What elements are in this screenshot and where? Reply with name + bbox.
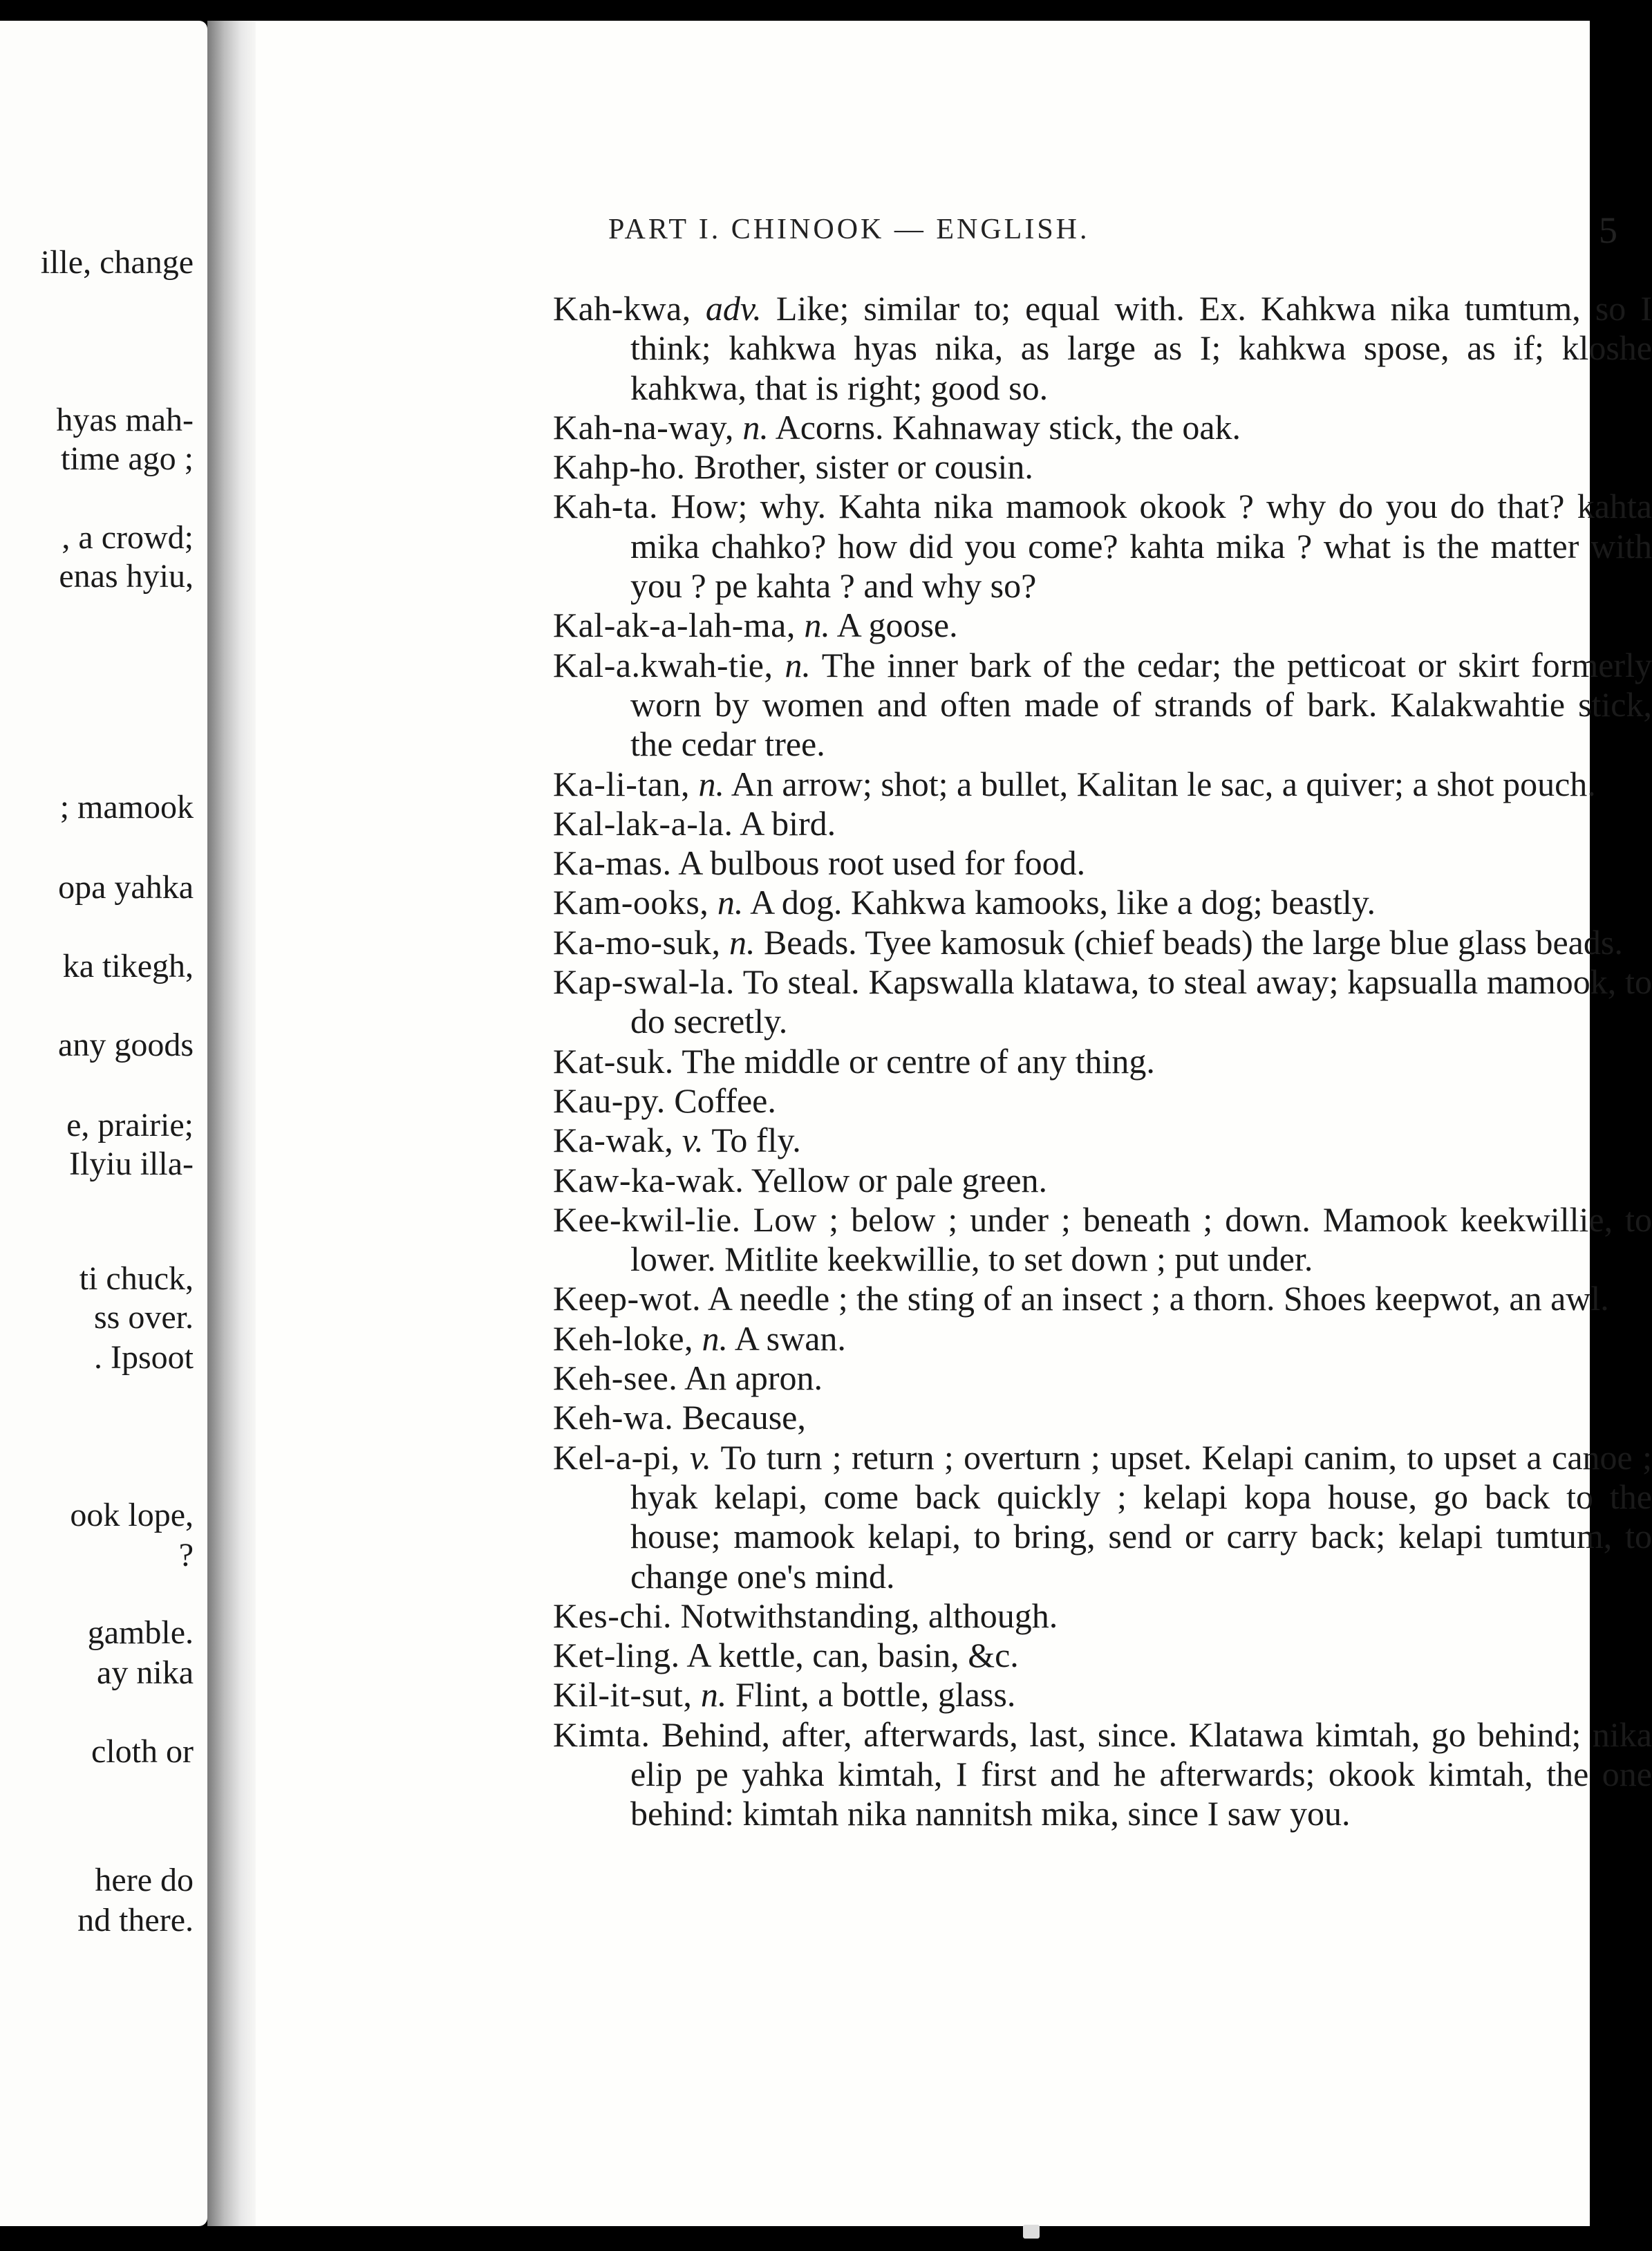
entry-definition: An apron. <box>684 1358 823 1398</box>
dictionary-entry <box>553 1675 1652 1715</box>
left-page-line: ook lope, <box>70 1497 194 1533</box>
dictionary-entry <box>553 1715 1652 1834</box>
running-head-title: PART I. CHINOOK — ENGLISH. <box>608 214 1090 245</box>
entry-headword: Kal-lak-a-la. <box>553 803 733 843</box>
entry-headword: Kaw-ka-wak. <box>553 1160 744 1199</box>
left-page-fragment <box>0 21 207 2226</box>
dictionary-entry <box>553 408 1652 447</box>
entry-definition: To turn ; return ; overturn ; upset. Kelapi canim, to upset a canoe ; hyak kelapi, come back quickly ; kelapi kopa house, go back to the house; mamook kelapi, to bring, send or carry back; kelapi tumtum, to change one's mind. <box>630 1437 1652 1596</box>
entry-headword: Keep-wot. <box>553 1279 702 1318</box>
entry-definition: Beads. Tyee kamosuk (chief beads) the large blue glass beads. <box>763 922 1623 962</box>
entry-definition: An arrow; shot; a bullet, Kalitan le sac, a quiver; a shot pouch. <box>731 764 1596 803</box>
dictionary-entry <box>553 843 1652 883</box>
dictionary-entry <box>553 1121 1652 1160</box>
left-page-line: gamble. <box>87 1614 194 1651</box>
entry-headword: Ket-ling. <box>553 1636 680 1675</box>
dictionary-entry <box>553 1161 1652 1200</box>
left-page-line: ? <box>178 1537 194 1573</box>
entry-definition: A dog. Kahkwa kamooks, like a dog; beastly. <box>750 883 1376 922</box>
entry-definition: Acorns. Kahnaway stick, the oak. <box>775 407 1241 447</box>
page-number: 5 <box>1599 209 1617 251</box>
dictionary-entry <box>553 1319 1652 1358</box>
left-page-line: ay nika <box>97 1654 194 1691</box>
entry-headword: Ka-mas. <box>553 843 672 883</box>
dictionary-entry <box>553 883 1652 922</box>
entry-headword: Kah-kwa, <box>553 289 691 328</box>
entry-pos: n. <box>729 922 755 962</box>
left-page-line: e, prairie; <box>66 1107 194 1143</box>
dictionary-entry <box>553 1636 1652 1675</box>
entry-pos: adv. <box>705 289 762 328</box>
entry-pos: n. <box>742 407 769 447</box>
entry-headword: Keh-loke, <box>553 1318 694 1358</box>
dictionary-entries <box>553 289 1652 1834</box>
entry-definition: A bulbous root used for food. <box>678 843 1086 883</box>
entry-definition: Like; similar to; equal with. Ex. Kahkwa nika tumtum, so I think; kahkwa hyas nika, as large as I; kahkwa spose, as if; kloshe kahkwa, that is right; good so. <box>630 289 1652 407</box>
entry-headword: Ka-mo-suk, <box>553 922 721 962</box>
left-page-line: . Ipsoot <box>94 1339 194 1376</box>
entry-definition: A kettle, can, basin, &c. <box>686 1636 1019 1675</box>
entry-definition: How; why. Kahta nika mamook okook ? why do you do that? kahta mika chahko? how did you come? kahta mika ? what is the matter with you ? pe kahta ? and why so? <box>630 487 1652 606</box>
entry-headword: Kel-a-pi, <box>553 1437 680 1477</box>
entry-headword: Kal-a.kwah-tie, <box>553 645 773 684</box>
entry-definition: A bird. <box>740 803 836 843</box>
entry-definition: Flint, a bottle, glass. <box>735 1675 1016 1715</box>
entry-headword: Kes-chi. <box>553 1596 672 1635</box>
left-page-line: hyas mah- <box>56 402 194 438</box>
left-page-line: any goods <box>58 1027 194 1063</box>
entry-definition: Brother, sister or cousin. <box>693 447 1033 487</box>
entry-pos: v. <box>689 1437 711 1477</box>
entry-definition: Low ; below ; under ; beneath ; down. Mamook keekwillie, to lower. Mitlite keekwillie, to set down ; put under. <box>630 1199 1652 1279</box>
dictionary-entry <box>553 765 1652 804</box>
entry-headword: Kal-ak-a-lah-ma, <box>553 606 796 645</box>
left-page-line: Ilyiu illa- <box>69 1146 194 1182</box>
entry-headword: Ka-wak, <box>553 1121 674 1160</box>
left-page-line: ss over. <box>94 1299 194 1336</box>
running-head <box>608 209 1617 251</box>
entry-pos: n. <box>804 606 830 645</box>
entry-headword: Kil-it-sut, <box>553 1675 693 1715</box>
left-page-line: enas hyiu, <box>59 558 194 595</box>
dictionary-entry <box>553 1358 1652 1398</box>
dictionary-entry <box>553 923 1652 962</box>
entry-definition: Behind, after, afterwards, last, since. Klatawa kimtah, go behind; nika elip pe yahka kimtah, I first and he afterwards; okook kimtah, the one behind: kimtah nika nannitsh mika, since I saw you. <box>630 1715 1652 1833</box>
left-page-line: , a crowd; <box>62 519 194 556</box>
entry-definition: The inner bark of the cedar; the petticoat or skirt formerly worn by women and often made of strands of bark. Kalakwahtie stick, the cedar tree. <box>630 645 1652 764</box>
scan-artifact-mark <box>1023 2225 1040 2239</box>
entry-headword: Kahp-ho. <box>553 447 686 487</box>
entry-definition: A goose. <box>836 606 958 645</box>
dictionary-entry <box>553 606 1652 645</box>
entry-definition: Coffee. <box>674 1081 776 1120</box>
entry-pos: n. <box>785 645 811 684</box>
dictionary-entry <box>553 646 1652 765</box>
dictionary-entry <box>553 1596 1652 1636</box>
book-gutter <box>207 21 256 2226</box>
entry-headword: Kat-suk. <box>553 1041 674 1081</box>
dictionary-entry <box>553 1042 1652 1081</box>
entry-headword: Kee-kwil-lie. <box>553 1199 741 1239</box>
dictionary-entry <box>553 289 1652 408</box>
entry-definition: Because, <box>682 1398 806 1437</box>
entry-definition: A needle ; the sting of an insect ; a thorn. Shoes keepwot, an awl. <box>707 1279 1609 1318</box>
left-page-line: opa yahka <box>58 869 194 906</box>
entry-headword: Kau-py. <box>553 1081 666 1120</box>
dictionary-entry <box>553 804 1652 843</box>
left-page-line: here do <box>95 1862 194 1898</box>
dictionary-entry <box>553 1200 1652 1280</box>
entry-definition: To steal. Kapswalla klatawa, to steal away; kapsualla mamook, to do secretly. <box>630 962 1652 1041</box>
dictionary-entry <box>553 1398 1652 1437</box>
entry-definition: A swan. <box>734 1318 846 1358</box>
entry-headword: Ka-li-tan, <box>553 764 690 803</box>
left-page-line: ; mamook <box>59 789 194 825</box>
entry-definition: To fly. <box>711 1121 801 1160</box>
dictionary-entry <box>553 447 1652 487</box>
entry-pos: n. <box>717 883 744 922</box>
entry-definition: The middle or centre of any thing. <box>682 1041 1155 1081</box>
dictionary-entry <box>553 487 1652 606</box>
entry-headword: Keh-wa. <box>553 1398 674 1437</box>
left-page-line: cloth or <box>91 1733 194 1770</box>
entry-headword: Keh-see. <box>553 1358 678 1398</box>
dictionary-entry <box>553 962 1652 1042</box>
entry-headword: Kah-ta. <box>553 487 659 526</box>
entry-headword: Kap-swal-la. <box>553 962 735 1002</box>
entry-headword: Kimta. <box>553 1715 650 1754</box>
right-page <box>256 21 1652 2226</box>
left-page-line: ille, change <box>40 244 194 281</box>
entry-headword: Kam-ooks, <box>553 883 709 922</box>
dictionary-entry <box>553 1081 1652 1121</box>
left-page-line: ti chuck, <box>79 1260 194 1297</box>
dictionary-entry <box>553 1438 1652 1596</box>
entry-definition: Yellow or pale green. <box>751 1160 1048 1199</box>
entry-pos: n. <box>698 764 724 803</box>
entry-pos: n. <box>702 1318 729 1358</box>
entry-headword: Kah-na-way, <box>553 407 734 447</box>
entry-definition: Notwithstanding, although. <box>680 1596 1058 1635</box>
left-page-line: nd there. <box>77 1902 194 1939</box>
entry-pos: v. <box>682 1121 704 1160</box>
entry-pos: n. <box>700 1675 727 1715</box>
dictionary-entry <box>553 1279 1652 1318</box>
left-page-line: ka tikegh, <box>62 948 194 984</box>
left-page-line: time ago ; <box>61 440 194 477</box>
